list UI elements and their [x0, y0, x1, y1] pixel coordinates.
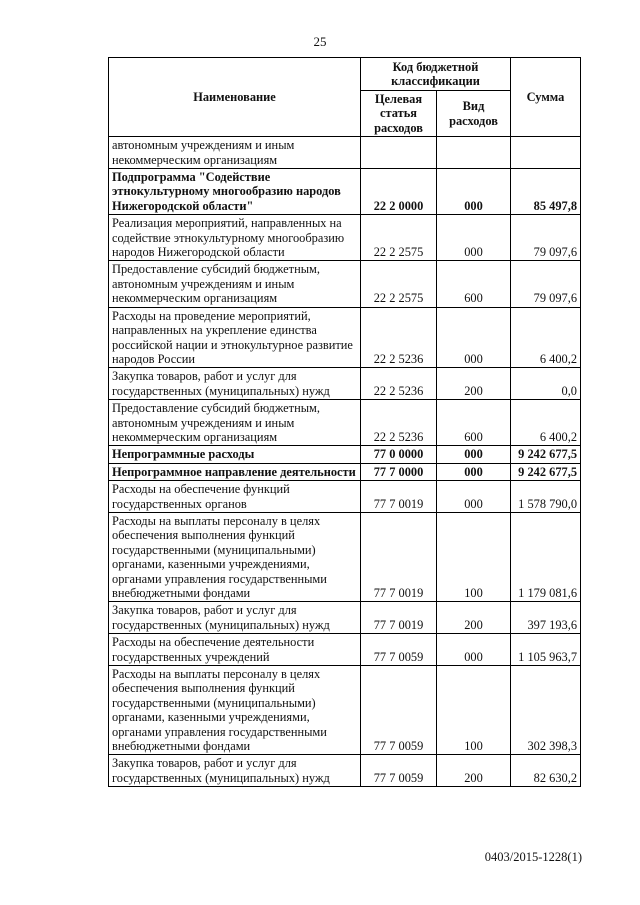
row-target-code: 77 7 0059 [361, 666, 437, 755]
row-expense-type: 000 [437, 307, 511, 368]
row-target-code: 77 7 0059 [361, 755, 437, 787]
row-target-code: 77 7 0019 [361, 512, 437, 601]
row-name: Расходы на проведение мероприятий, направленных на укрепление единства российской нации и этнокультурное развитие народов России [109, 307, 361, 368]
row-sum: 1 179 081,6 [511, 512, 581, 601]
row-expense-type: 000 [437, 446, 511, 463]
row-name: Расходы на выплаты персоналу в целях обеспечения выполнения функций государственными (муниципальными) органами, казенными учреждениями, органами управления государственными внебюджетными фондами [109, 666, 361, 755]
row-target-code: 77 0 0000 [361, 446, 437, 463]
row-expense-type: 000 [437, 169, 511, 215]
row-sum: 6 400,2 [511, 307, 581, 368]
row-target-code: 22 2 5236 [361, 400, 437, 446]
table-row [109, 261, 581, 307]
header-name: Наименование [109, 58, 361, 137]
row-sum: 1 105 963,7 [511, 634, 581, 666]
row-expense-type: 000 [437, 481, 511, 513]
page-number: 25 [313, 34, 327, 49]
row-expense-type: 600 [437, 261, 511, 307]
row-name: Закупка товаров, работ и услуг для государственных (муниципальных) нужд [109, 602, 361, 634]
row-name: Расходы на обеспечение деятельности государственных учреждений [109, 634, 361, 666]
row-sum: 0,0 [511, 368, 581, 400]
table-row [109, 400, 581, 446]
row-target-code: 22 2 5236 [361, 307, 437, 368]
row-name: Непрограммные расходы [109, 446, 361, 463]
table-row [109, 463, 581, 480]
document-code: 0403/2015-1228(1) [484, 850, 582, 864]
row-sum: 79 097,6 [511, 261, 581, 307]
table-row [109, 666, 581, 755]
row-target-code: 22 2 2575 [361, 215, 437, 261]
row-sum [511, 137, 581, 169]
row-name: Подпрограмма "Содействие этнокультурному многообразию народов Нижегородской области" [109, 169, 361, 215]
row-expense-type: 600 [437, 400, 511, 446]
row-sum: 6 400,2 [511, 400, 581, 446]
row-target-code: 77 7 0019 [361, 481, 437, 513]
budget-table [108, 57, 581, 787]
row-sum: 9 242 677,5 [511, 463, 581, 480]
row-expense-type: 200 [437, 368, 511, 400]
row-expense-type: 100 [437, 666, 511, 755]
header-sum: Сумма [511, 58, 581, 137]
row-name: Расходы на обеспечение функций государственных органов [109, 481, 361, 513]
row-name: автономным учреждениям и иным некоммерческим организациям [109, 137, 361, 169]
table-row [109, 602, 581, 634]
row-name: Предоставление субсидий бюджетным, автономным учреждениям и иным некоммерческим организациям [109, 261, 361, 307]
table-row [109, 634, 581, 666]
row-target-code [361, 137, 437, 169]
row-sum: 85 497,8 [511, 169, 581, 215]
row-sum: 397 193,6 [511, 602, 581, 634]
row-expense-type: 100 [437, 512, 511, 601]
table-row [109, 446, 581, 463]
table-body [109, 137, 581, 787]
row-target-code: 22 2 5236 [361, 368, 437, 400]
row-sum: 82 630,2 [511, 755, 581, 787]
table-row [109, 512, 581, 601]
table-row [109, 368, 581, 400]
table-row [109, 169, 581, 215]
row-name: Закупка товаров, работ и услуг для государственных (муниципальных) нужд [109, 368, 361, 400]
row-name: Закупка товаров, работ и услуг для государственных (муниципальных) нужд [109, 755, 361, 787]
row-name: Реализация мероприятий, направленных на содействие этнокультурному многообразию народов Нижегородской области [109, 215, 361, 261]
header-kbk: Код бюджетной классификации [361, 58, 511, 91]
row-name: Непрограммное направление деятельности [109, 463, 361, 480]
header-type: Вид расходов [437, 91, 511, 137]
row-expense-type: 000 [437, 463, 511, 480]
row-sum: 79 097,6 [511, 215, 581, 261]
row-target-code: 77 7 0019 [361, 602, 437, 634]
row-expense-type [437, 137, 511, 169]
row-expense-type: 200 [437, 755, 511, 787]
row-expense-type: 000 [437, 215, 511, 261]
row-expense-type: 000 [437, 634, 511, 666]
header-target: Целевая статья расходов [361, 91, 437, 137]
table-row [109, 215, 581, 261]
table-header [109, 58, 581, 137]
row-target-code: 77 7 0059 [361, 634, 437, 666]
table-row [109, 137, 581, 169]
row-sum: 9 242 677,5 [511, 446, 581, 463]
row-target-code: 22 2 2575 [361, 261, 437, 307]
row-target-code: 77 7 0000 [361, 463, 437, 480]
table-row [109, 755, 581, 787]
row-sum: 1 578 790,0 [511, 481, 581, 513]
row-name: Расходы на выплаты персоналу в целях обеспечения выполнения функций государственными (муниципальными) органами, казенными учреждениями, органами управления государственными внебюджетными фондами [109, 512, 361, 601]
table-row [109, 307, 581, 368]
row-expense-type: 200 [437, 602, 511, 634]
row-sum: 302 398,3 [511, 666, 581, 755]
table-row [109, 481, 581, 513]
row-name: Предоставление субсидий бюджетным, автономным учреждениям и иным некоммерческим организациям [109, 400, 361, 446]
row-target-code: 22 2 0000 [361, 169, 437, 215]
